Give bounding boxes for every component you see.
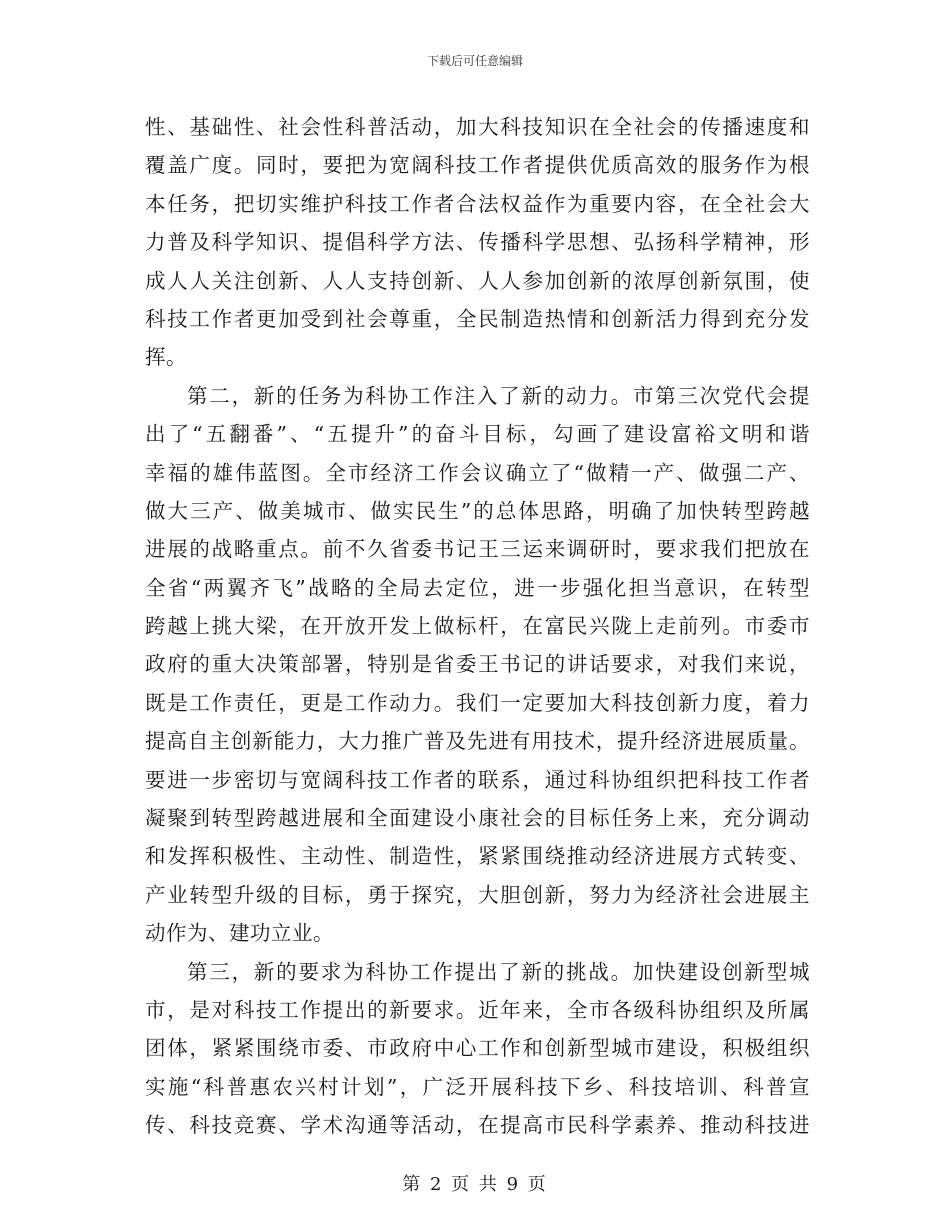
text-line: 本任务，把切实维护科技工作者合法权益作为重要内容，在全社会大 — [145, 191, 810, 216]
text-line: 覆盖广度。同时，要把为宽阔科技工作者提供优质高效的服务作为根 — [145, 153, 810, 178]
text-line: 做大三产、做美城市、做实民生”的总体思路，明确了加快转型跨越 — [145, 498, 810, 523]
page-header: 下载后可任意编辑 — [426, 54, 523, 68]
text-line: 市，是对科技工作提出的新要求。近年来，全市各级科协组织及所属 — [145, 997, 810, 1022]
body-text — [145, 108, 810, 1145]
text-line: 科技工作者更加受到社会尊重，全民制造热情和创新活力得到充分发 — [145, 306, 810, 331]
text-line: 挥。 — [145, 345, 187, 370]
text-line: 跨越上挑大梁，在开放开发上做标杆，在富民兴陇上走前列。市委市 — [145, 614, 810, 639]
text-line: 提高自主创新能力，大力推广普及先进有用技术，提升经济进展质量。 — [145, 729, 810, 754]
text-line: 和发挥积极性、主动性、制造性，紧紧围绕推动经济进展方式转变、 — [145, 844, 810, 869]
text-line: 出了“五翻番”、“五提升”的奋斗目标，勾画了建设富裕文明和谐 — [145, 422, 810, 447]
text-line: 力普及科学知识、提倡科学方法、传播科学思想、弘扬科学精神，形 — [145, 230, 810, 255]
text-line: 政府的重大决策部署，特别是省委王书记的讲话要求，对我们来说， — [145, 652, 810, 677]
text-line: 实施“科普惠农兴村计划”，广泛开展科技下乡、科技培训、科普宣 — [145, 1074, 810, 1099]
text-line: 动作为、建功立业。 — [145, 921, 334, 946]
text-line: 幸福的雄伟蓝图。全市经济工作会议确立了“做精一产、做强二产、 — [145, 460, 810, 485]
paragraph-start: 第三，新的要求为科协工作提出了新的挑战。加快建设创新型城 — [187, 959, 810, 984]
text-line: 凝聚到转型跨越进展和全面建设小康社会的目标任务上来，充分调动 — [145, 806, 810, 831]
text-line: 产业转型升级的目标，勇于探究，大胆创新，努力为经济社会进展主 — [145, 882, 810, 907]
text-line: 既是工作责任，更是工作动力。我们一定要加大科技创新力度，着力 — [145, 690, 810, 715]
page-footer: 第 2 页 共 9 页 — [402, 1174, 548, 1195]
text-line: 传、科技竞赛、学术沟通等活动，在提高市民科学素养、推动科技进 — [145, 1113, 810, 1138]
text-line: 性、基础性、社会性科普活动，加大科技知识在全社会的传播速度和 — [145, 115, 810, 139]
text-line: 进展的战略重点。前不久省委书记王三运来调研时，要求我们把放在 — [145, 537, 810, 562]
text-line: 团体，紧紧围绕市委、市政府中心工作和创新型城市建设，积极组织 — [145, 1036, 810, 1061]
text-line: 全省“两翼齐飞”战略的全局去定位，进一步强化担当意识，在转型 — [145, 575, 810, 600]
text-line: 要进一步密切与宽阔科技工作者的联系，通过科协组织把科技工作者 — [145, 767, 810, 792]
paragraph-start: 第二，新的任务为科协工作注入了新的动力。市第三次党代会提 — [187, 383, 810, 408]
text-line: 成人人关注创新、人人支持创新、人人参加创新的浓厚创新氛围，使 — [145, 268, 810, 293]
